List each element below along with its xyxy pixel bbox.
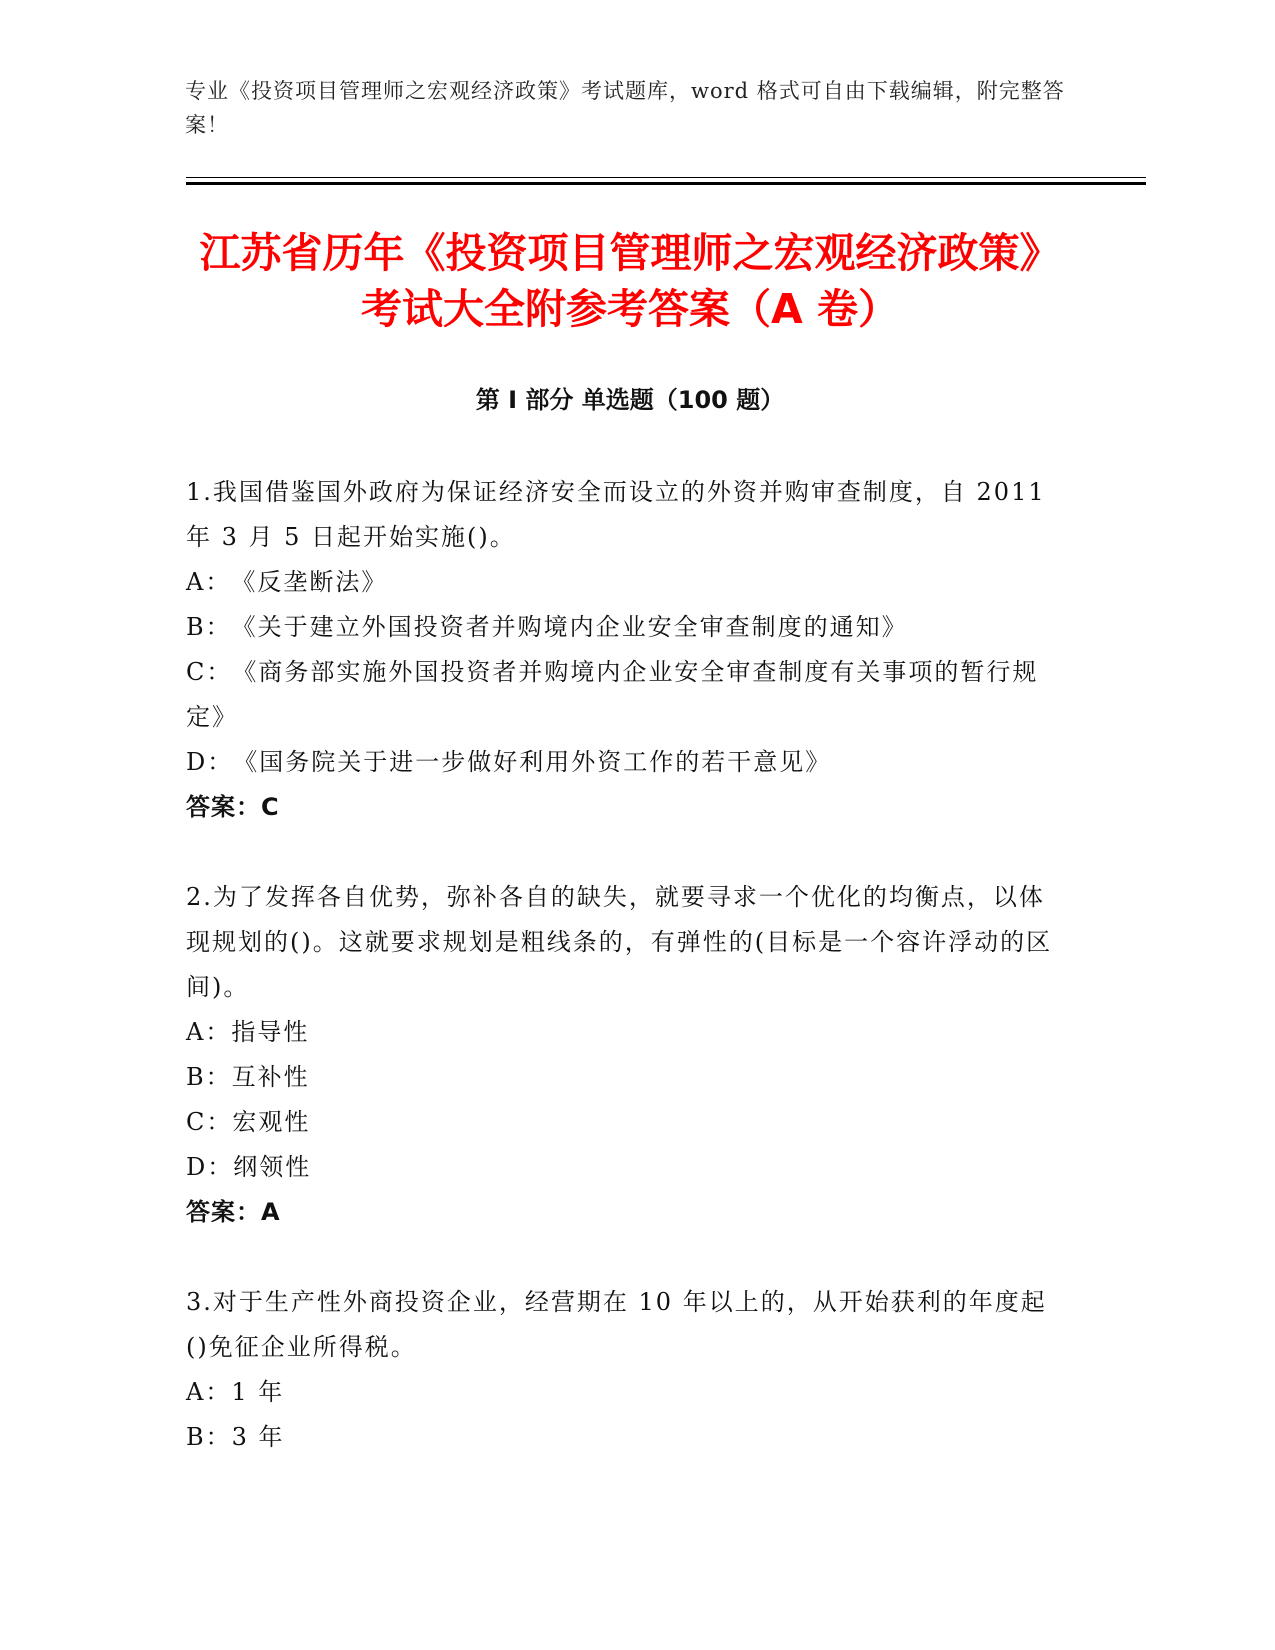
option-d [186,1145,1066,1190]
option-a [186,560,1066,605]
option-b [186,1415,1066,1460]
question-1 [186,470,1066,830]
question-stem: 2.为了发挥各自优势，弥补各自的缺失，就要寻求一个优化的均衡点，以体现规划的()。这就要求规划是粗线条的，有弹性的(目标是一个容许浮动的区间)。 [186,883,1053,1001]
header-rule-thin [186,177,1146,178]
option-letter: A： [186,1018,232,1046]
option-text: 《关于建立外国投资者并购境内企业安全审查制度的通知》 [231,613,908,641]
option-letter: D： [186,1153,234,1181]
option-a [186,1370,1066,1415]
option-letter: B： [186,613,232,641]
option-text: 纲领性 [233,1153,312,1181]
question-stem: 1.我国借鉴国外政府为保证经济安全而设立的外资并购审查制度，自 2011 年 3 月 5 日起开始实施()。 [186,478,1046,551]
option-letter: D： [186,748,234,776]
option-letter: A： [186,568,232,596]
option-letter: C： [186,658,233,686]
option-letter: C： [186,1108,233,1136]
question-2 [186,875,1066,1235]
question-3 [186,1280,1066,1460]
answer-line: 答案：A [186,1198,281,1226]
answer-line: 答案：C [186,793,280,821]
option-letter: B： [186,1063,232,1091]
option-text: 《商务部实施外国投资者并购境内企业安全审查制度有关事项的暂行规定》 [186,658,1039,731]
option-text: 1 年 [231,1378,285,1406]
option-b [186,1055,1066,1100]
section-heading: 第 I 部分 单选题（100 题） [475,386,785,414]
option-b [186,605,1066,650]
option-c [186,650,1066,740]
option-text: 指导性 [231,1018,310,1046]
question-stem: 3.对于生产性外商投资企业，经营期在 10 年以上的，从开始获利的年度起()免征企业所得税。 [186,1288,1047,1361]
option-text: 《反垄断法》 [231,568,388,596]
option-letter: B： [186,1423,232,1451]
option-text: 3 年 [231,1423,285,1451]
option-text: 互补性 [231,1063,310,1091]
document-title: 江苏省历年《投资项目管理师之宏观经济政策》考试大全附参考答案（A 卷） [199,229,1061,333]
header-note: 专业《投资项目管理师之宏观经济政策》考试题库，word 格式可自由下载编辑，附完整答案！ [185,79,1065,137]
option-letter: A： [186,1378,232,1406]
option-a [186,1010,1066,1055]
option-c [186,1100,1066,1145]
option-text: 《国务院关于进一步做好利用外资工作的若干意见》 [233,748,832,776]
option-text: 宏观性 [232,1108,311,1136]
option-d [186,740,1066,785]
header-rule-thick [186,182,1146,185]
